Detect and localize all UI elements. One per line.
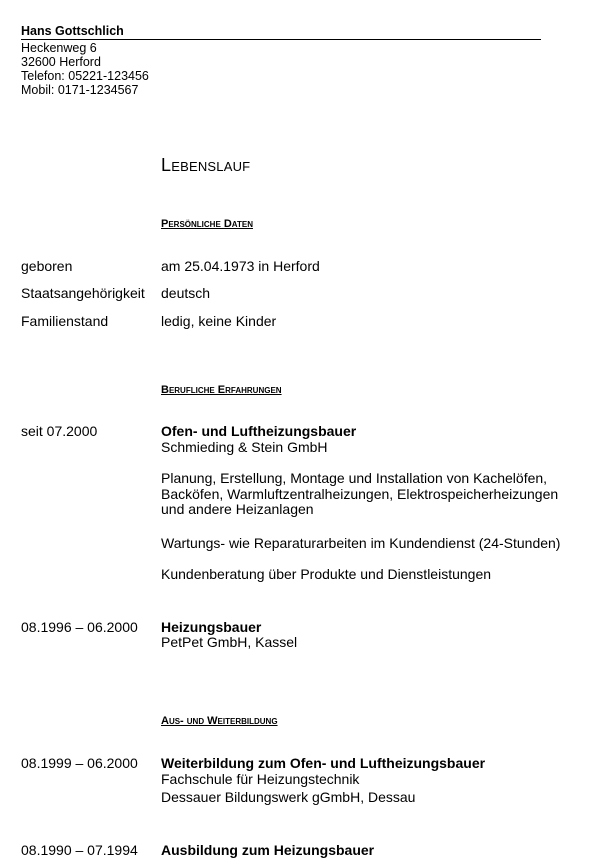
value-marital-status: ledig, keine Kinder: [161, 313, 277, 329]
job-task: Kundenberatung über Produkte und Dienstleistungen: [161, 566, 492, 582]
mobile-number: Mobil: 0171-1234567: [21, 83, 139, 97]
education-school: Fachschule für Heizungstechnik: [161, 771, 360, 787]
value-birth: am 25.04.1973 in Herford: [161, 258, 320, 274]
value-nationality: deutsch: [161, 285, 211, 301]
job-period: 08.1996 – 06.2000: [21, 619, 138, 635]
job-employer: PetPet GmbH, Kassel: [161, 634, 298, 650]
job-title: Heizungsbauer: [161, 619, 262, 635]
education-period: 08.1990 – 07.1994: [21, 842, 138, 858]
phone-number: Telefon: 05221-123456: [21, 69, 149, 83]
job-task: Planung, Erstellung, Montage und Installation von Kachelöfen, Backöfen, Warmluftzentralheizungen, Elektrospeicherheizungen und andere Heizanlagen: [161, 470, 559, 517]
education-period: 08.1999 – 06.2000: [21, 755, 138, 771]
job-task: Wartungs- wie Reparaturarbeiten im Kundendienst (24-Stunden): [161, 535, 561, 551]
applicant-name: Hans Gottschlich: [21, 24, 124, 38]
address-street: Heckenweg 6: [21, 41, 97, 55]
education-institution: Dessauer Bildungswerk gGmbH, Dessau: [161, 789, 416, 805]
address-city: 32600 Herford: [21, 55, 101, 69]
section-heading-education: Aus- und Weiterbildung: [161, 715, 278, 727]
education-title: Weiterbildung zum Ofen- und Luftheizungsbauer: [161, 755, 486, 771]
label-marital-status: Familienstand: [21, 313, 109, 329]
education-title: Ausbildung zum Heizungsbauer: [161, 842, 375, 858]
job-period: seit 07.2000: [21, 423, 98, 439]
label-birth: geboren: [21, 258, 73, 274]
label-nationality: Staatsangehörigkeit: [21, 285, 145, 301]
section-heading-experience: Berufliche Erfahrungen: [161, 384, 282, 396]
section-heading-personal: Persönliche Daten: [161, 218, 253, 230]
document-title: Lebenslauf: [161, 155, 251, 175]
header-divider: [21, 39, 541, 40]
job-title: Ofen- und Luftheizungsbauer: [161, 423, 357, 439]
job-employer: Schmieding & Stein GmbH: [161, 439, 328, 455]
